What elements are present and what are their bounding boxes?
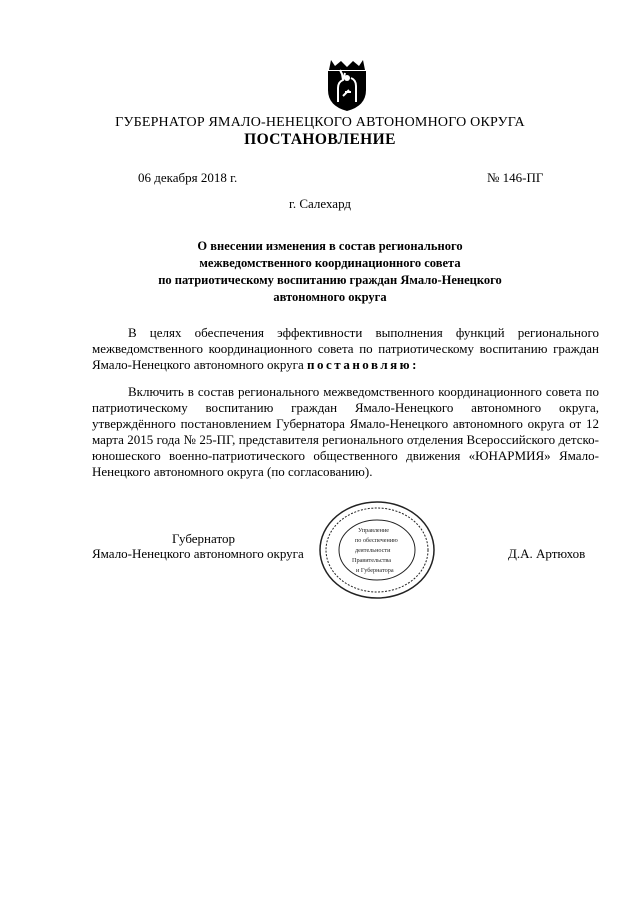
svg-text:и Губернатора: и Губернатора xyxy=(356,567,394,574)
decree-colon: : xyxy=(412,357,417,372)
title-line: автономного округа xyxy=(273,290,387,304)
coat-of-arms-icon xyxy=(325,58,369,112)
document-title xyxy=(120,238,540,306)
title-line: по патриотическому воспитанию граждан Ямало-Ненецкого xyxy=(158,273,502,287)
svg-text:деятельности: деятельности xyxy=(355,547,391,554)
decree-word: постановляю xyxy=(307,357,413,372)
document-city: г. Салехард xyxy=(288,196,352,211)
signatory-title-line1: Губернатор xyxy=(172,531,235,546)
preamble-text: В целях обеспечения эффективности выполнения функций регионального межведомственного координационного совета по патриотическому воспитанию граждан Ямало-Ненецкого автономного округа xyxy=(92,325,599,372)
signatory-name: Д.А. Артюхов xyxy=(508,546,586,561)
preamble-paragraph xyxy=(92,325,599,373)
title-line: О внесении изменения в состав регионального xyxy=(197,239,463,253)
document-type-heading: ПОСТАНОВЛЕНИЕ xyxy=(244,131,396,148)
title-line: межведомственного координационного совета xyxy=(199,256,461,270)
operative-paragraph: Включить в состав регионального межведомственного координационного совета по патриотическому воспитанию граждан Ямало-Ненецкого автономного округа, утверждённого постановлением Губернатора Ямало-Ненецкого автономного округа от 12 марта 2015 года № 25-ПГ, представителя регионального отделения Всероссийского детско-юношеского военно-патриотического общественного движения «ЮНАРМИЯ» Ямало-Ненецкого автономного округа (по согласованию). xyxy=(92,384,599,479)
organization-heading: ГУБЕРНАТОР ЯМАЛО-НЕНЕЦКОГО АВТОНОМНОГО ОКРУГА xyxy=(115,115,525,130)
document-number: № 146-ПГ xyxy=(487,170,544,185)
document-date: 06 декабря 2018 г. xyxy=(138,170,238,185)
svg-text:Управление: Управление xyxy=(358,527,390,534)
signatory-title-line2: Ямало-Ненецкого автономного округа xyxy=(92,546,304,561)
svg-text:Правительства: Правительства xyxy=(352,557,391,564)
official-seal-icon xyxy=(318,500,436,600)
svg-text:по обеспечению: по обеспечению xyxy=(355,537,398,544)
